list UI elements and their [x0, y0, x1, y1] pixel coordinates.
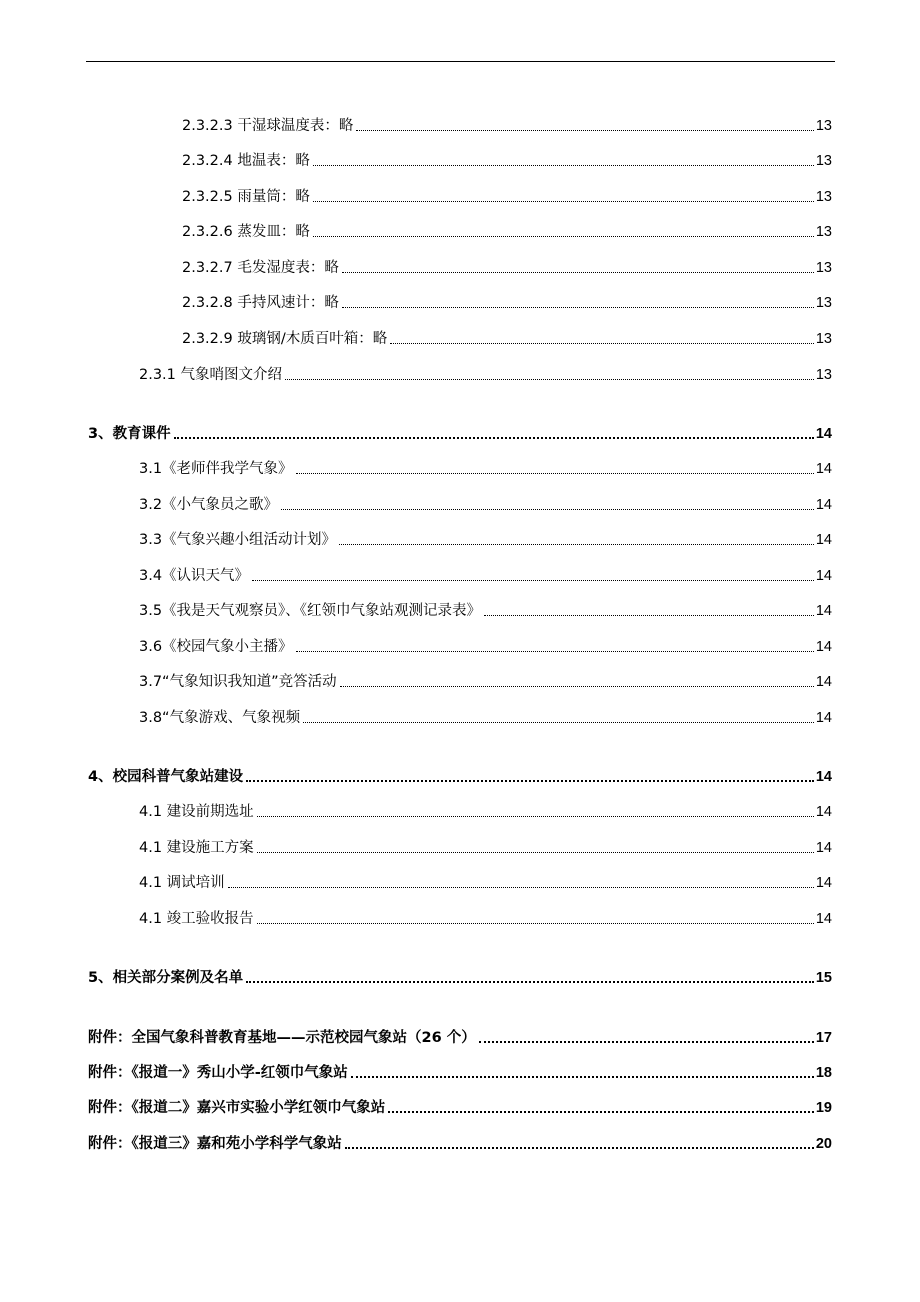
toc-entry-title: 附件：《报道一》秀山小学-红领巾气象站 [88, 1065, 348, 1081]
toc-entry[interactable] [182, 221, 832, 243]
toc-dot-leader [303, 707, 814, 729]
toc-entry-title: 2.3.2.8 手持风速计：略 [182, 295, 339, 311]
toc-entry-title: 5、相关部分案例及名单 [88, 970, 244, 986]
toc-dot-leader [246, 766, 814, 788]
toc-entry-title: 附件：全国气象科普教育基地——示范校园气象站（26 个） [88, 1030, 476, 1046]
toc-dot-leader [351, 1062, 814, 1084]
toc-entry-page: 13 [815, 331, 832, 347]
toc-entry-page: 14 [815, 804, 832, 820]
toc-dot-leader [340, 671, 814, 693]
toc-dot-leader [313, 221, 814, 243]
toc-entry-title: 2.3.2.9 玻璃钢/木质百叶箱：略 [182, 331, 388, 347]
toc-entry-page: 13 [815, 260, 832, 276]
toc-dot-leader [356, 115, 814, 137]
toc-entry-title: 3.5《我是天气观察员》、《红领巾气象站观测记录表》 [139, 603, 482, 619]
toc-entry[interactable] [182, 257, 832, 279]
toc-entry[interactable] [88, 1097, 832, 1119]
toc-dot-leader [281, 494, 814, 516]
toc-entry-title: 4.1 建设施工方案 [139, 840, 254, 856]
toc-dot-leader [388, 1097, 814, 1119]
toc-dot-leader [257, 801, 814, 823]
toc-entry-title: 3.8“气象游戏、气象视频 [139, 710, 301, 726]
toc-entry-page: 13 [815, 118, 832, 134]
toc-entry[interactable] [88, 423, 832, 445]
toc-entry-page: 14 [815, 875, 832, 891]
toc-entry-page: 13 [815, 295, 832, 311]
toc-entry-page: 13 [815, 224, 832, 240]
toc-dot-leader [246, 967, 814, 989]
toc-entry-page: 14 [815, 603, 832, 619]
toc-entry[interactable] [139, 671, 832, 693]
toc-entry-page: 14 [815, 769, 832, 785]
toc-entry-page: 14 [815, 568, 832, 584]
toc-entry[interactable] [182, 292, 832, 314]
toc-dot-leader [342, 257, 814, 279]
toc-entry-title: 附件：《报道二》嘉兴市实验小学红领巾气象站 [88, 1100, 386, 1116]
toc-entry-page: 14 [815, 639, 832, 655]
toc-entry-title: 2.3.2.5 雨量筒：略 [182, 189, 310, 205]
toc-dot-leader [313, 150, 814, 172]
toc-entry-title: 4.1 竣工验收报告 [139, 911, 254, 927]
toc-entry[interactable] [139, 494, 832, 516]
toc-dot-leader [313, 186, 814, 208]
toc-entry-title: 3.7“气象知识我知道”竞答活动 [139, 674, 337, 690]
toc-dot-leader [296, 636, 814, 658]
toc-entry-title: 4.1 建设前期选址 [139, 804, 254, 820]
toc-entry-title: 3.2《小气象员之歌》 [139, 497, 279, 513]
toc-dot-leader [479, 1027, 814, 1049]
toc-entry[interactable] [139, 908, 832, 930]
toc-entry[interactable] [139, 529, 832, 551]
toc-dot-leader [228, 872, 814, 894]
toc-entry[interactable] [88, 1133, 832, 1155]
toc-dot-leader [390, 328, 814, 350]
toc-entry-title: 3.3《气象兴趣小组活动计划》 [139, 532, 337, 548]
toc-entry-page: 18 [815, 1065, 832, 1081]
toc-dot-leader [339, 529, 814, 551]
toc-dot-leader [285, 364, 814, 386]
toc-entry[interactable] [182, 186, 832, 208]
toc-entry-page: 14 [815, 461, 832, 477]
toc-entry[interactable] [139, 872, 832, 894]
toc-entry[interactable] [182, 115, 832, 137]
toc-entry[interactable] [139, 364, 832, 386]
toc-entry-page: 20 [815, 1136, 832, 1152]
toc-entry[interactable] [139, 837, 832, 859]
toc-entry-title: 2.3.1 气象哨图文介绍 [139, 367, 283, 383]
toc-dot-leader [257, 908, 814, 930]
toc-entry-page: 14 [815, 426, 832, 442]
toc-entry-title: 附件：《报道三》嘉和苑小学科学气象站 [88, 1136, 342, 1152]
toc-dot-leader [174, 423, 814, 445]
toc-entry[interactable] [139, 458, 832, 480]
toc-entry[interactable] [139, 600, 832, 622]
toc-entry[interactable] [88, 967, 832, 989]
toc-entry[interactable] [88, 1062, 832, 1084]
toc-entry-title: 2.3.2.7 毛发湿度表：略 [182, 260, 339, 276]
toc-entry-title: 3.6《校园气象小主播》 [139, 639, 293, 655]
toc-entry-page: 13 [815, 153, 832, 169]
toc-entry-title: 2.3.2.3 干湿球温度表：略 [182, 118, 354, 134]
toc-entry-page: 19 [815, 1100, 832, 1116]
toc-entry[interactable] [88, 1027, 832, 1049]
toc-entry-page: 14 [815, 497, 832, 513]
toc-entry-title: 3、教育课件 [88, 426, 171, 442]
toc-entry-page: 14 [815, 710, 832, 726]
toc-entry[interactable] [182, 150, 832, 172]
toc-entry[interactable] [139, 636, 832, 658]
toc-entry-page: 14 [815, 911, 832, 927]
toc-dot-leader [252, 565, 814, 587]
toc-dot-leader [345, 1133, 814, 1155]
toc-dot-leader [342, 292, 814, 314]
toc-dot-leader [484, 600, 814, 622]
toc-entry-title: 3.1《老师伴我学气象》 [139, 461, 293, 477]
toc-entry-page: 14 [815, 840, 832, 856]
toc-entry-page: 13 [815, 367, 832, 383]
toc-entry[interactable] [139, 801, 832, 823]
toc-dot-leader [257, 837, 814, 859]
toc-entry-title: 4、校园科普气象站建设 [88, 769, 244, 785]
toc-entry[interactable] [139, 565, 832, 587]
toc-entry-page: 14 [815, 532, 832, 548]
toc-entry-page: 15 [815, 970, 832, 986]
toc-entry-title: 4.1 调试培训 [139, 875, 225, 891]
toc-entry[interactable] [88, 766, 832, 788]
toc-entry-page: 13 [815, 189, 832, 205]
toc-dot-leader [296, 458, 814, 480]
toc-entry-page: 14 [815, 674, 832, 690]
toc-entry[interactable] [182, 328, 832, 350]
toc-entry-title: 3.4《认识天气》 [139, 568, 250, 584]
toc-entry-title: 2.3.2.6 蒸发皿：略 [182, 224, 310, 240]
toc-entry-page: 17 [815, 1030, 832, 1046]
header-rule [86, 61, 835, 62]
toc-entry-title: 2.3.2.4 地温表：略 [182, 153, 310, 169]
toc-entry[interactable] [139, 707, 832, 729]
